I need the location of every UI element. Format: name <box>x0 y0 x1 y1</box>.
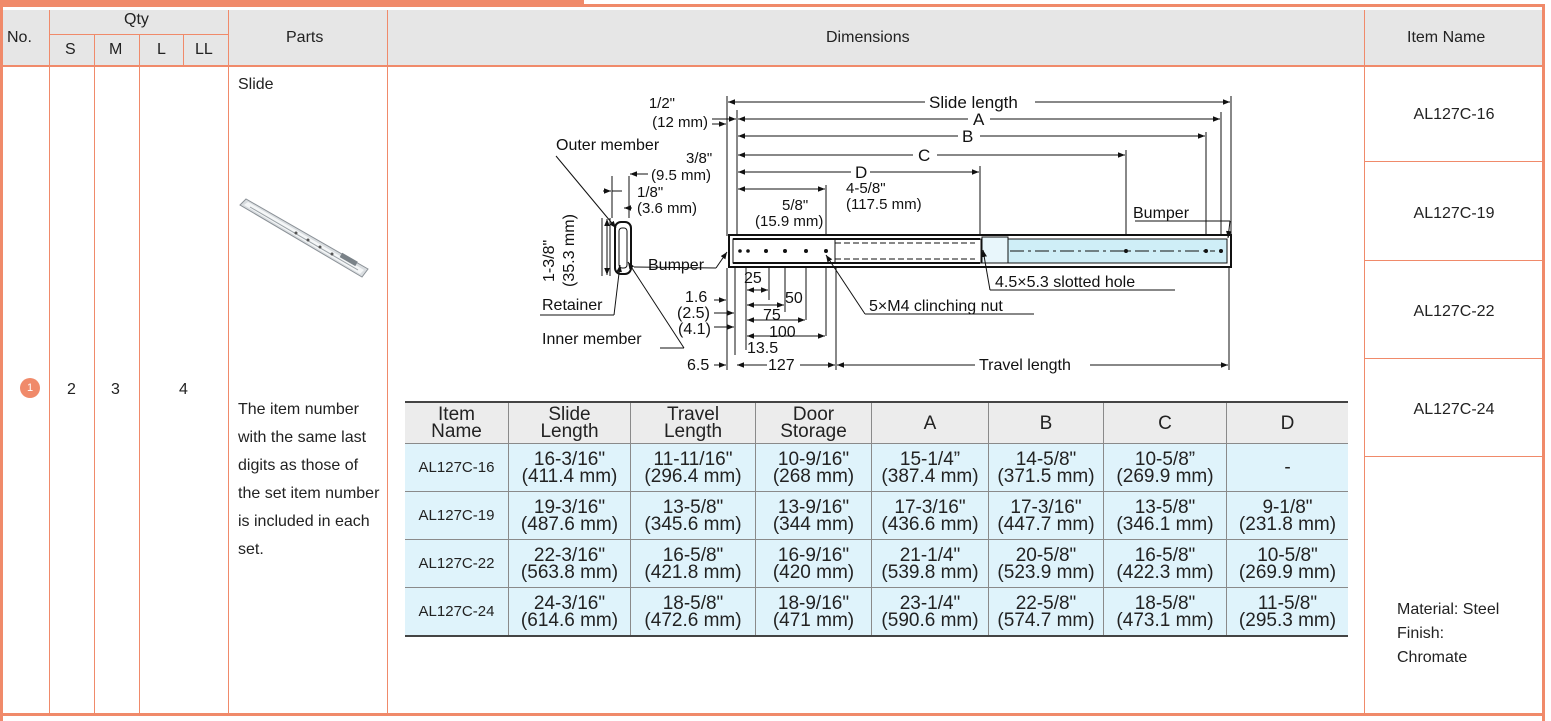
slide-product-photo <box>236 195 370 281</box>
item-divider-4 <box>1365 456 1542 457</box>
spec-cell: 13-5/8" (346.1 mm) <box>1104 492 1227 540</box>
spec-row <box>405 444 1348 492</box>
dim-4-1: (4.1) <box>678 321 711 338</box>
qty-l-ll-value: 4 <box>179 381 188 398</box>
label-clinching-nut: 5×M4 clinching nut <box>869 298 1003 315</box>
dim-6-5: 6.5 <box>687 357 710 374</box>
header-size-s: S <box>65 41 76 58</box>
spec-item-name: AL127C-19 <box>405 492 509 540</box>
set-note: The item number with the same last digits as those of the set item number is included in each set. <box>238 401 380 558</box>
spec-cell: 22-3/16" (563.8 mm) <box>509 540 631 588</box>
spec-cell: 10-5/8” (269.9 mm) <box>1104 444 1227 492</box>
spec-cell: 20-5/8" (523.9 mm) <box>989 540 1104 588</box>
spec-cell: 10-5/8" (269.9 mm) <box>1227 540 1349 588</box>
dim-25: 25 <box>744 270 762 287</box>
spec-th-c: C <box>1104 402 1227 444</box>
label-slotted-hole: 4.5×5.3 slotted hole <box>995 274 1136 291</box>
col-line-dims <box>1364 10 1365 716</box>
spec-cell: 18-5/8" (472.6 mm) <box>631 588 756 637</box>
spec-cell: 14-5/8" (371.5 mm) <box>989 444 1104 492</box>
dim-height-in: 1-3/8" <box>541 239 558 282</box>
spec-cell: 23-1/4" (590.6 mm) <box>872 588 989 637</box>
item-divider-2 <box>1365 260 1542 261</box>
spec-th-door-storage: Door Storage <box>756 402 872 444</box>
label-retainer: Retainer <box>542 297 603 314</box>
item-divider-3 <box>1365 358 1542 359</box>
dim-127: 127 <box>768 357 795 374</box>
finish-value: Chromate <box>1397 649 1468 666</box>
spec-cell: 16-3/16" (411.4 mm) <box>509 444 631 492</box>
item-name-19: AL127C-19 <box>1413 205 1495 222</box>
header-no: No. <box>7 29 32 46</box>
item-divider-1 <box>1365 161 1542 162</box>
material-finish <box>1397 598 1499 670</box>
spec-cell: 11-11/16" (296.4 mm) <box>631 444 756 492</box>
spec-cell: 18-5/8" (473.1 mm) <box>1104 588 1227 637</box>
dim-half-in: 1/2" <box>648 95 675 112</box>
row-number-badge: 1 <box>20 378 40 398</box>
spec-cell: 15-1/4” (387.4 mm) <box>872 444 989 492</box>
col-line-m <box>139 34 140 716</box>
header-size-l: L <box>157 41 166 58</box>
spec-cell: 22-5/8" (574.7 mm) <box>989 588 1104 637</box>
dim-slide-length: Slide length <box>929 93 1018 112</box>
spec-cell: 16-5/8" (421.8 mm) <box>631 540 756 588</box>
row-bottom-line <box>3 713 1542 716</box>
spec-cell: 11-5/8" (295.3 mm) <box>1227 588 1349 637</box>
dim-three-eighth-mm: (9.5 mm) <box>651 167 711 184</box>
spec-th-item-name: Item Name <box>405 402 509 444</box>
header-parts: Parts <box>286 29 324 46</box>
spec-cell: 17-3/16" (436.6 mm) <box>872 492 989 540</box>
col-line-no <box>49 10 50 716</box>
spec-cell: - <box>1227 444 1349 492</box>
spec-item-name: AL127C-24 <box>405 588 509 637</box>
spec-th-slide-length: Slide Length <box>509 402 631 444</box>
spec-item-name: AL127C-22 <box>405 540 509 588</box>
spec-cell: 16-5/8" (422.3 mm) <box>1104 540 1227 588</box>
spec-item-name: AL127C-16 <box>405 444 509 492</box>
dim-five-eighth-in: 5/8" <box>782 197 809 214</box>
dim-100: 100 <box>769 324 796 341</box>
dim-d: D <box>855 163 868 182</box>
spec-header-row <box>405 402 1348 444</box>
dim-travel-length: Travel length <box>979 357 1071 374</box>
spec-row <box>405 588 1348 637</box>
item-name-24: AL127C-24 <box>1413 401 1495 418</box>
material: Material: Steel <box>1397 601 1500 618</box>
spec-cell: 13-5/8" (345.6 mm) <box>631 492 756 540</box>
col-line-s <box>94 34 95 716</box>
spec-row <box>405 540 1348 588</box>
spec-cell: 19-3/16" (487.6 mm) <box>509 492 631 540</box>
dim-five-eighth-mm: (15.9 mm) <box>755 213 824 230</box>
header-size-m: M <box>109 41 123 58</box>
dim-a: A <box>973 110 985 129</box>
spec-cell: 10-9/16" (268 mm) <box>756 444 872 492</box>
spec-cell: 21-1/4" (539.8 mm) <box>872 540 989 588</box>
dim-one-eighth-in: 1/8" <box>637 184 664 201</box>
label-bumper-right: Bumper <box>1133 205 1190 222</box>
item-name-16: AL127C-16 <box>1413 106 1495 123</box>
spec-cell: 18-9/16" (471 mm) <box>756 588 872 637</box>
spec-cell: 24-3/16" (614.6 mm) <box>509 588 631 637</box>
label-bumper-left: Bumper <box>648 257 705 274</box>
finish-label: Finish: <box>1397 625 1445 642</box>
header-dimensions: Dimensions <box>826 29 910 46</box>
label-outer-member: Outer member <box>556 137 660 154</box>
col-line-qty <box>228 10 229 716</box>
spec-table <box>405 401 1348 637</box>
spec-cell: 16-9/16" (420 mm) <box>756 540 872 588</box>
col-line-l <box>183 34 184 66</box>
dim-half-mm: (12 mm) <box>652 114 708 131</box>
part-name: Slide <box>238 76 274 93</box>
dim-b: B <box>962 127 974 146</box>
item-name-22: AL127C-22 <box>1413 303 1495 320</box>
qty-s-value: 2 <box>67 381 76 398</box>
dim-c: C <box>918 146 931 165</box>
spec-cell: 9-1/8" (231.8 mm) <box>1227 492 1349 540</box>
qty-m-value: 3 <box>111 381 120 398</box>
header-item-name: Item Name <box>1407 29 1486 46</box>
header-size-ll: LL <box>195 41 213 58</box>
label-inner-member: Inner member <box>542 331 642 348</box>
dim-13-5: 13.5 <box>747 340 779 357</box>
header-row <box>3 10 1542 66</box>
spec-th-a: A <box>872 402 989 444</box>
spec-cell: 17-3/16" (447.7 mm) <box>989 492 1104 540</box>
spec-th-b: B <box>989 402 1104 444</box>
dim-2-5: (2.5) <box>677 305 710 322</box>
dim-three-eighth-in: 3/8" <box>686 150 713 167</box>
spec-th-d: D <box>1227 402 1349 444</box>
dim-1-6: 1.6 <box>685 289 708 306</box>
dim-four-five-eighth-in: 4-5/8" <box>846 180 886 197</box>
dimension-drawing <box>388 67 1364 387</box>
header-qty: Qty <box>124 11 149 28</box>
dim-75: 75 <box>763 307 781 324</box>
spec-row <box>405 492 1348 540</box>
dim-one-eighth-mm: (3.6 mm) <box>637 200 697 217</box>
spec-th-travel-length: Travel Length <box>631 402 756 444</box>
dim-height-mm: (35.3 mm) <box>561 214 578 287</box>
spec-cell: 13-9/16" (344 mm) <box>756 492 872 540</box>
dim-50: 50 <box>785 290 803 307</box>
dim-four-five-eighth-mm: (117.5 mm) <box>846 196 922 213</box>
